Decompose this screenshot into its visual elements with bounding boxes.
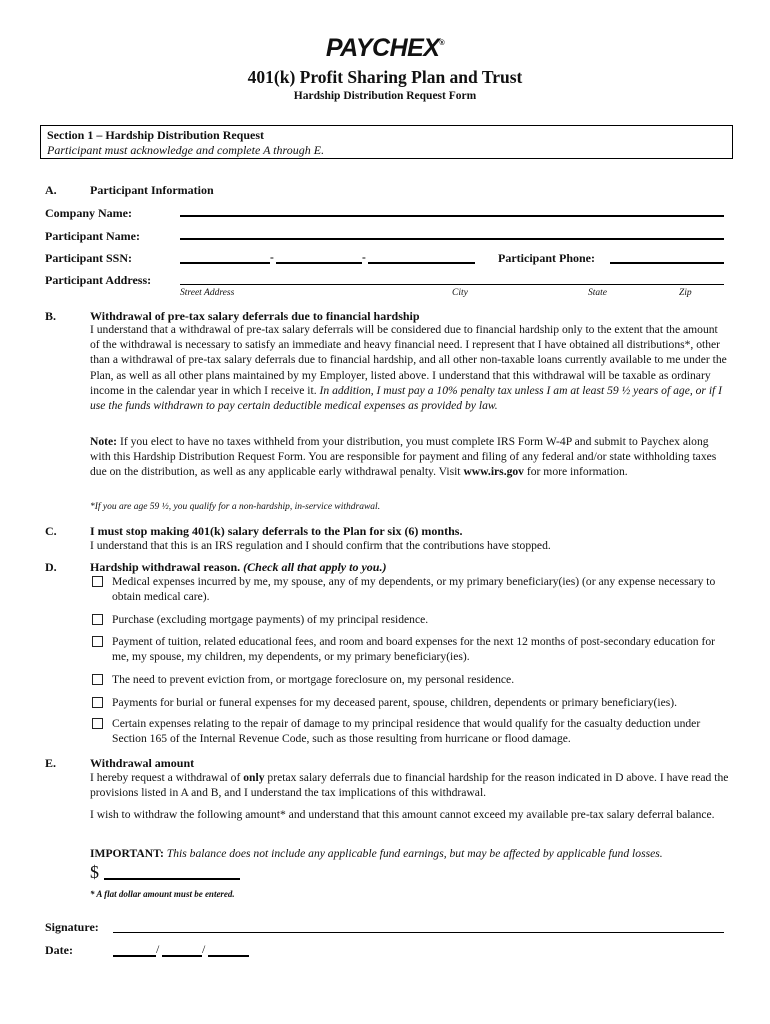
- part-d-letter: D.: [45, 560, 57, 574]
- part-e-text-1-only: only: [243, 771, 265, 784]
- withdrawal-amount-field[interactable]: [104, 878, 240, 880]
- logo-text: PAYCHEX: [325, 34, 440, 62]
- reason-medical-checkbox[interactable]: [92, 576, 103, 587]
- reason-eviction-label: The need to prevent eviction from, or mortgage foreclosure on, my personal residence.: [112, 673, 515, 686]
- note-end: for more information.: [526, 465, 628, 479]
- reason-residence-purchase-checkbox[interactable]: [92, 614, 103, 625]
- part-b-heading: Withdrawal of pre-tax salary deferrals due to financial hardship: [90, 309, 420, 323]
- reason-medical-label: Medical expenses incurred by me, my spouse, any of my dependents, or my primary beneficiary(ies) (or any expense necessary to obtain medical care).: [112, 575, 716, 604]
- note-text: If you elect to have no taxes withheld from your distribution, you must complete IRS Form W-4P and submit to Paychex along with this Hardship Distribution Request Form. You are responsible for payment and filing of any federal and/or state withholding taxes due on the distribution, as well as any applicable early withdrawal penalty. Visit: [90, 435, 717, 479]
- part-e-text-2: I wish to withdraw the following amount* and understand that this amount cannot exceed my available pre-tax salary deferral balance.: [90, 808, 715, 821]
- participant-address-label: Participant Address:: [45, 273, 152, 287]
- company-name-field[interactable]: [180, 215, 724, 217]
- section-1-heading: Section 1 – Hardship Distribution Request: [47, 128, 265, 142]
- part-e-text-1-b: pretax salary deferrals due to financial hardship for the reason indicated in D above. I have read the provisions listed in A and B, and I understand the tax implications of this withdrawal.: [90, 771, 729, 800]
- irs-link[interactable]: www.irs.gov: [463, 465, 524, 479]
- date-separator-1: /: [156, 942, 160, 956]
- part-b-penalty-text: In addition, I must pay a 10% penalty tax unless I am at least 59 ½ years of age, or if I use the funds withdrawn to pay certain deductible medical expenses as provided by law.: [90, 383, 723, 413]
- ssn-part-2-field[interactable]: [276, 262, 362, 264]
- date-separator-2: /: [202, 942, 206, 956]
- part-b-letter: B.: [45, 309, 57, 323]
- date-month-field[interactable]: [113, 955, 156, 957]
- part-d-heading: [90, 560, 386, 575]
- ssn-part-3-field[interactable]: [368, 262, 475, 264]
- participant-name-label: Participant Name:: [45, 229, 140, 243]
- reason-tuition-checkbox[interactable]: [92, 636, 103, 647]
- part-c-letter: C.: [45, 524, 57, 538]
- part-c-text: I understand that this is an IRS regulation and I should confirm that the contributions have stopped.: [90, 539, 551, 552]
- ssn-part-1-field[interactable]: [180, 262, 270, 264]
- state-caption: State: [588, 288, 607, 298]
- paychex-logo: [0, 34, 770, 63]
- date-year-field[interactable]: [208, 955, 249, 957]
- reason-repair-label: Certain expenses relating to the repair of damage to my principal residence that would qualify for the casualty deduction under Section 165 of the Internal Revenue Code, such as those resulting from hurricane or flood damage.: [112, 717, 701, 746]
- part-e-text-1: [90, 770, 730, 800]
- form-title: 401(k) Profit Sharing Plan and Trust: [247, 67, 523, 87]
- section-1-box: [40, 125, 733, 159]
- company-name-label: Company Name:: [45, 206, 132, 220]
- part-d-heading-instruction: (Check all that apply to you.): [243, 560, 387, 574]
- part-b-note: [90, 434, 730, 480]
- reason-eviction-checkbox[interactable]: [92, 674, 103, 685]
- part-a-letter: A.: [45, 183, 57, 197]
- section-1-instruction: Participant must acknowledge and complete A through E.: [47, 143, 325, 157]
- date-label: Date:: [45, 943, 73, 957]
- part-b-text: [90, 322, 730, 413]
- part-e-letter: E.: [45, 756, 57, 770]
- participant-address-field[interactable]: [180, 284, 724, 285]
- form-subtitle: Hardship Distribution Request Form: [293, 90, 477, 102]
- reason-funeral-label: Payments for burial or funeral expenses for my deceased parent, spouse, children, dependents or primary beneficiary(ies).: [112, 696, 677, 709]
- reason-repair-checkbox[interactable]: [92, 718, 103, 729]
- part-e-text-1-a: I hereby request a withdrawal of: [90, 771, 241, 784]
- logo-registered-mark: ®: [439, 40, 445, 47]
- ssn-separator-1: -: [270, 252, 274, 264]
- city-caption: City: [452, 288, 468, 298]
- signature-field[interactable]: [113, 932, 724, 933]
- reason-residence-purchase-label: Purchase (excluding mortgage payments) of my principal residence.: [112, 613, 429, 626]
- participant-name-field[interactable]: [180, 238, 724, 240]
- zip-caption: Zip: [679, 288, 692, 298]
- important-text: This balance does not include any applicable fund earnings, but may be affected by applicable fund losses.: [166, 847, 663, 860]
- reason-tuition-label: Payment of tuition, related educational fees, and room and board expenses for the next 12 months of post-secondary education for me, my spouse, my children, my dependents, or my primary beneficiary(ies).: [112, 635, 716, 664]
- participant-ssn-label: Participant SSN:: [45, 251, 132, 265]
- part-b-footnote: *If you are age 59 ½, you qualify for a non-hardship, in-service withdrawal.: [90, 502, 381, 512]
- part-b-body: I understand that a withdrawal of pre-tax salary deferrals will be considered due to financial hardship only to the extent that the amount of the withdrawal is necessary to satisfy an immediate and heavy financial need. I represent that I have obtained all distributions*, other than a withdrawal of pre-tax salary deferrals due to financial hardship, and all other non-taxable loans currently available to me under the Plan, as well as all other plans maintained by my Employer, listed above. I understand that this withdrawal will be taxable as ordinary income in the calendar year in which I receive it.: [90, 323, 727, 397]
- part-c-heading: I must stop making 401(k) salary deferrals to the Plan for six (6) months.: [90, 524, 463, 538]
- part-e-important: [90, 846, 730, 861]
- participant-phone-label: Participant Phone:: [498, 251, 595, 265]
- part-a-heading: Participant Information: [90, 183, 214, 197]
- part-d-heading-text: Hardship withdrawal reason.: [90, 560, 241, 574]
- reason-funeral-checkbox[interactable]: [92, 697, 103, 708]
- dollar-sign: $: [90, 862, 99, 882]
- signature-label: Signature:: [45, 920, 99, 934]
- street-address-caption: Street Address: [180, 288, 235, 298]
- date-day-field[interactable]: [162, 955, 202, 957]
- important-label: IMPORTANT:: [90, 847, 164, 860]
- part-e-heading: Withdrawal amount: [90, 756, 195, 770]
- part-e-footnote: * A flat dollar amount must be entered.: [90, 889, 235, 899]
- ssn-separator-2: -: [362, 252, 366, 264]
- participant-phone-field[interactable]: [610, 262, 724, 264]
- note-label: Note:: [90, 435, 118, 448]
